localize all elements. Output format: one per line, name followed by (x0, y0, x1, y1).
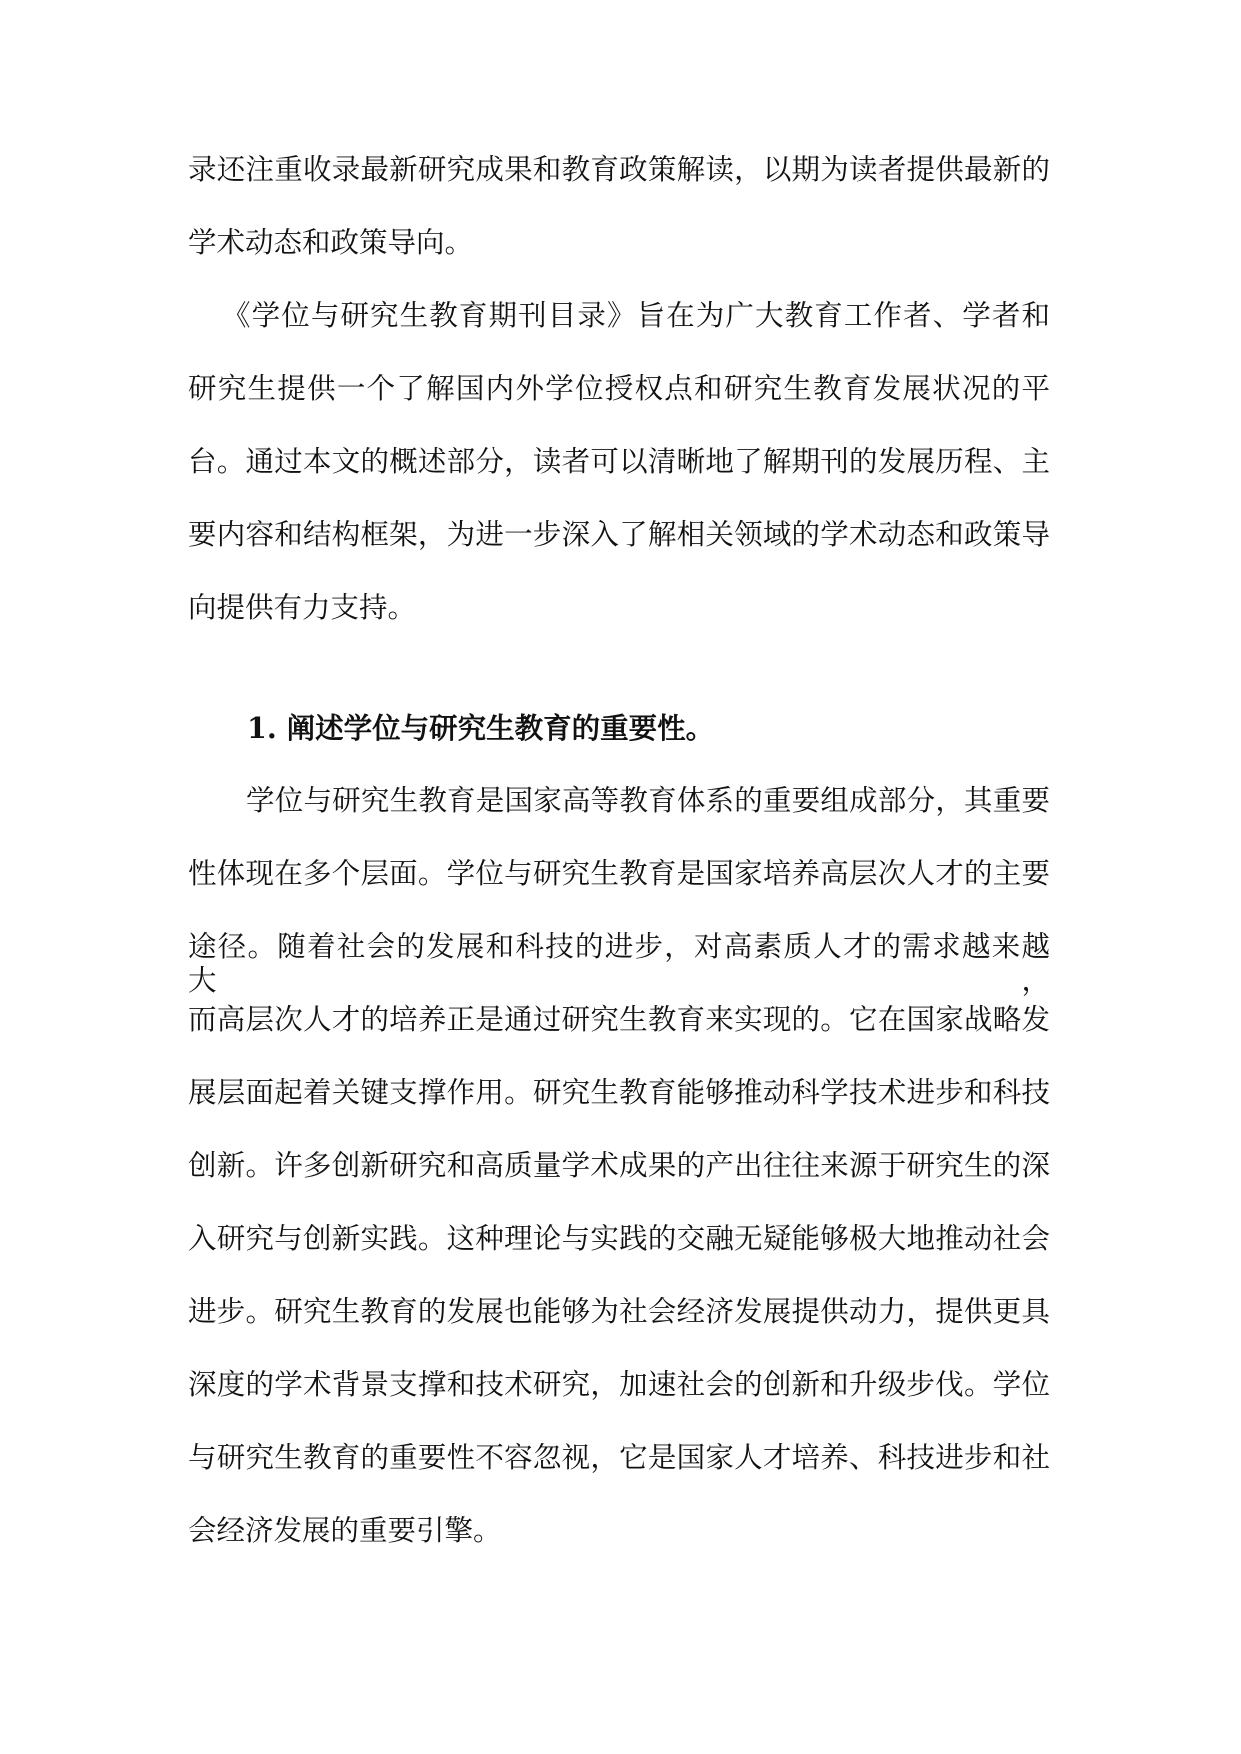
text-line: 学位与研究生教育是国家高等教育体系的重要组成部分，其重要 (246, 784, 1050, 817)
text-line: 研究生提供一个了解国内外学位授权点和研究生教育发展状况的平 (188, 372, 1050, 405)
text-line: 入研究与创新实践。这种理论与实践的交融无疑能够极大地推动社会 (188, 1222, 1050, 1255)
text-line: 展层面起着关键支撑作用。研究生教育能够推动科学技术进步和科技 (188, 1076, 1050, 1109)
text-line: 进步。研究生教育的发展也能够为社会经济发展提供动力，提供更具 (188, 1295, 1050, 1328)
text-line: 录还注重收录最新研究成果和教育政策解读，以期为读者提供最新的 (188, 153, 1050, 186)
text-line: 向提供有力支持。 (188, 591, 417, 624)
text-line: 性体现在多个层面。学位与研究生教育是国家培养高层次人才的主要 (188, 857, 1050, 890)
text-line: 而高层次人才的培养正是通过研究生教育来实现的。它在国家战略发 (188, 1003, 1050, 1036)
text-line: 要内容和结构框架，为进一步深入了解相关领域的学术动态和政策导 (188, 518, 1050, 551)
text-line: 学术动态和政策导向。 (188, 226, 474, 259)
section-heading: 1. 阐述学位与研究生教育的重要性。 (247, 711, 715, 745)
text-line: 台。通过本文的概述部分，读者可以清晰地了解期刊的发展历程、主 (188, 445, 1050, 478)
text-line: 途径。随着社会的发展和科技的进步，对高素质人才的需求越来越大， (188, 930, 1050, 997)
text-line: 创新。许多创新研究和高质量学术成果的产出往往来源于研究生的深 (188, 1149, 1050, 1182)
text-line: 会经济发展的重要引擎。 (188, 1514, 502, 1547)
text-line: 深度的学术背景支撑和技术研究，加速社会的创新和升级步伐。学位 (188, 1368, 1050, 1401)
text-line: 《学位与研究生教育期刊目录》旨在为广大教育工作者、学者和 (222, 299, 1050, 332)
text-line: 与研究生教育的重要性不容忽视，它是国家人才培养、科技进步和社 (188, 1441, 1050, 1474)
